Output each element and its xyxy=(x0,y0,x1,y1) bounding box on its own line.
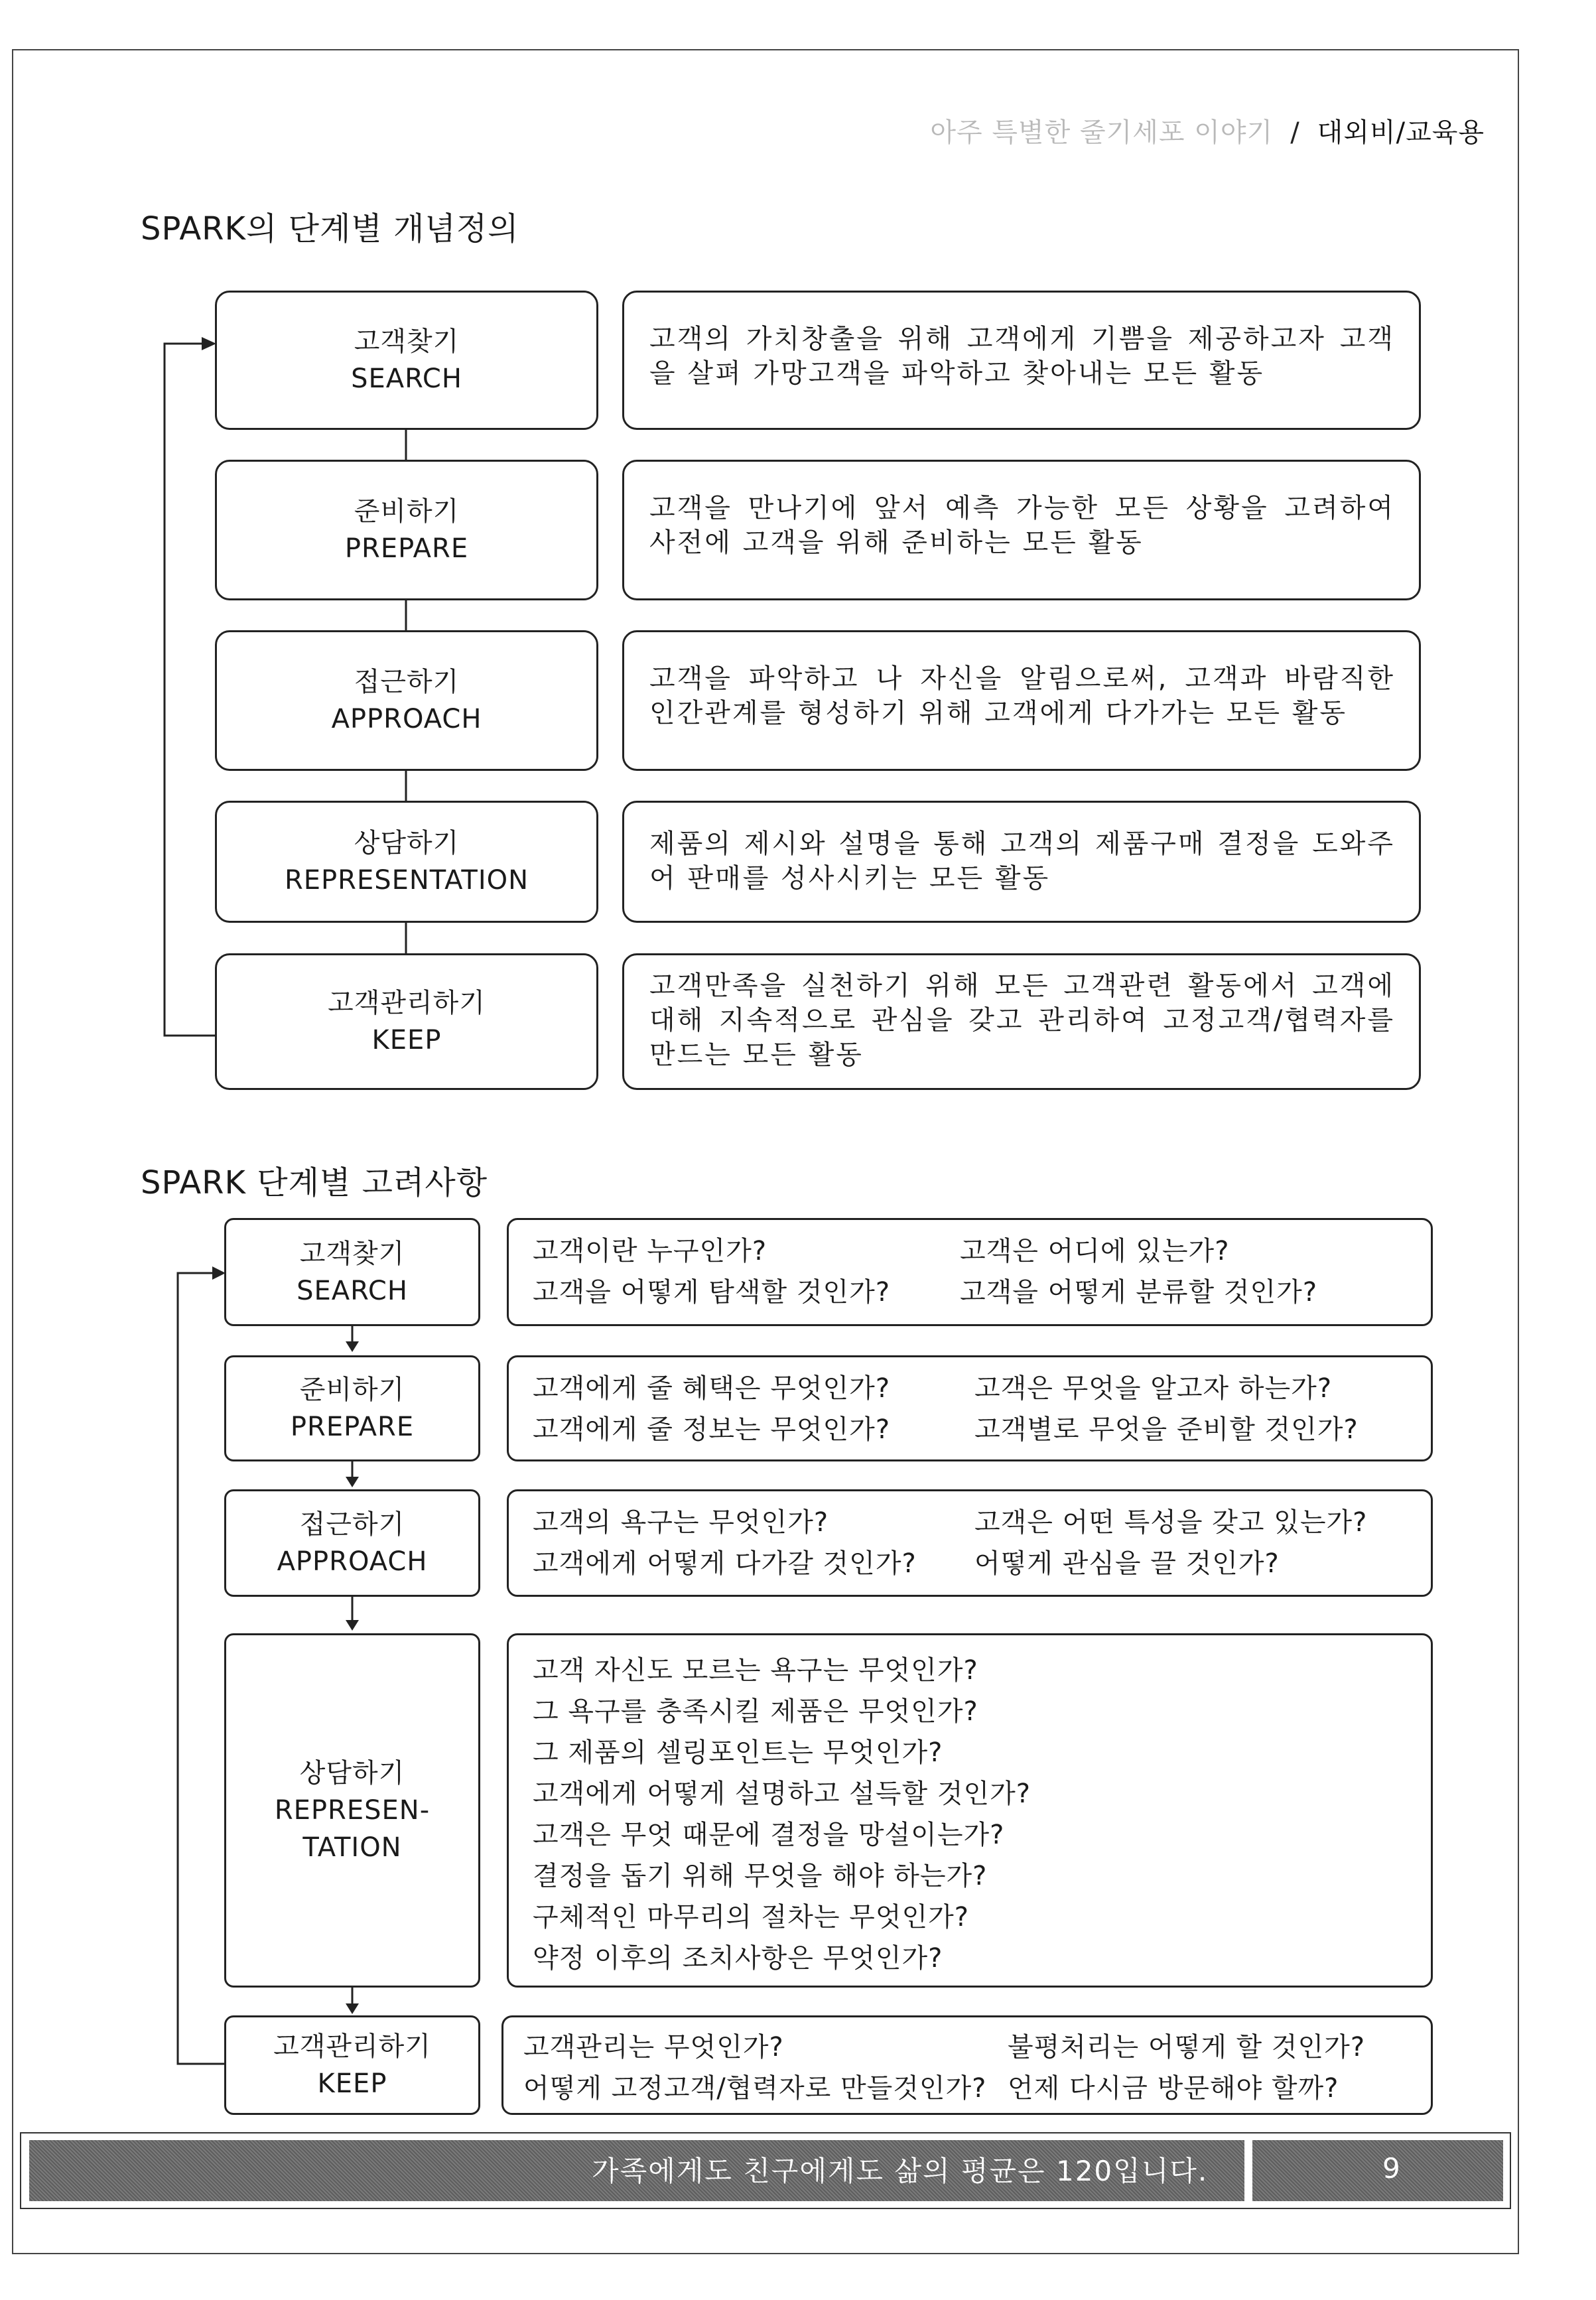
stage-english: KEEP xyxy=(371,1025,442,1055)
question: 언제 다시금 방문해야 할까? xyxy=(1008,2073,1339,2104)
question: 고객의 욕구는 무엇인가? xyxy=(533,1507,829,1538)
question: 고객은 어떤 특성을 갖고 있는가? xyxy=(974,1507,1368,1538)
stage-keep-definition: 고객만족을 실천하기 위해 모든 고객관련 활동에서 고객에 대해 지속적으로 관심을 갖고 관리하여 고정고객/협력자를 만드는 모든 활동 xyxy=(622,953,1421,1090)
question: 고객별로 무엇을 준비할 것인가? xyxy=(974,1414,1359,1445)
question: 고객관리는 무엇인가? xyxy=(523,2032,784,2063)
question: 결정을 돕기 위해 무엇을 해야 하는가? xyxy=(533,1861,988,1891)
question-row xyxy=(533,1409,1408,1450)
question: 그 제품의 셀링포인트는 무엇인가? xyxy=(533,1737,943,1768)
question: 고객 자신도 모르는 욕구는 무엇인가? xyxy=(533,1655,978,1686)
stage-english: SEARCH xyxy=(297,1275,408,1306)
question-row xyxy=(533,1502,1408,1543)
question: 고객은 무엇 때문에 결정을 망설이는가? xyxy=(533,1820,1005,1850)
question: 어떻게 관심을 끌 것인가? xyxy=(974,1548,1280,1579)
consider-representation-box xyxy=(224,1633,480,1988)
stage-english: SEARCH xyxy=(351,364,462,394)
page-footer xyxy=(20,2132,1511,2209)
question: 고객을 어떻게 분류할 것인가? xyxy=(960,1277,1318,1308)
question: 구체적인 마무리의 절차는 무엇인가? xyxy=(533,1902,969,1932)
stage-approach-definition: 고객을 파악하고 나 자신을 알림으로써, 고객과 바람직한 인간관계를 형성하기 위해 고객에게 다가가는 모든 활동 xyxy=(622,630,1421,771)
stage-name: 준비하기 xyxy=(299,1375,405,1405)
question: 고객은 무엇을 알고자 하는가? xyxy=(974,1373,1333,1404)
stage-english: PREPARE xyxy=(344,533,469,564)
question: 고객을 어떻게 탐색할 것인가? xyxy=(533,1277,891,1308)
consider-representation-questions xyxy=(507,1633,1433,1988)
stage-search-definition: 고객의 가치창출을 위해 고객에게 기쁨을 제공하고자 고객을 살펴 가망고객을 파악하고 찾아내는 모든 활동 xyxy=(622,291,1421,430)
footer-page-box xyxy=(1252,2140,1503,2201)
consider-prepare-box xyxy=(224,1355,480,1461)
question: 고객에게 어떻게 설명하고 설득할 것인가? xyxy=(533,1779,1031,1809)
section-title-concepts: SPARK의 단계별 개념정의 xyxy=(141,210,519,247)
stage-representation-definition: 제품의 제시와 설명을 통해 고객의 제품구매 결정을 도와주어 판매를 성사시키는 모든 활동 xyxy=(622,801,1421,923)
question: 고객이란 누구인가? xyxy=(533,1236,767,1266)
stage-name: 고객찾기 xyxy=(299,1238,405,1269)
question: 어떻게 고정고객/협력자로 만들것인가? xyxy=(523,2073,987,2104)
stage-keep-box xyxy=(215,953,598,1090)
classification-label: 대외비/교육용 xyxy=(1317,117,1485,148)
consider-search-box xyxy=(224,1218,480,1326)
consider-keep-box xyxy=(224,2015,480,2115)
stage-english: REPRESENTATION xyxy=(284,865,529,896)
stage-name: 상담하기 xyxy=(299,1758,405,1789)
stage-search-box xyxy=(215,291,598,430)
question: 그 욕구를 충족시킬 제품은 무엇인가? xyxy=(533,1696,978,1727)
question-row xyxy=(533,1543,1408,1584)
question: 고객은 어디에 있는가? xyxy=(960,1236,1230,1266)
stage-english: PREPARE xyxy=(290,1412,415,1442)
question-row xyxy=(523,2027,1408,2068)
question: 고객에게 어떻게 다가갈 것인가? xyxy=(533,1548,917,1579)
question-row xyxy=(533,1368,1408,1409)
stage-name: 접근하기 xyxy=(354,667,460,697)
stage-name: 고객관리하기 xyxy=(328,988,486,1018)
stage-name: 고객관리하기 xyxy=(273,2031,431,2062)
document-title: 아주 특별한 줄기세포 이야기 xyxy=(930,117,1274,148)
stage-name: 고객찾기 xyxy=(354,326,460,357)
stage-english: KEEP xyxy=(317,2068,387,2099)
question: 불평처리는 어떻게 할 것인가? xyxy=(1008,2032,1366,2063)
question: 고객에게 줄 혜택은 무엇인가? xyxy=(533,1373,891,1404)
stage-name: 접근하기 xyxy=(299,1509,405,1540)
page-number: 9 xyxy=(1382,2152,1400,2185)
stage-english: APPROACH xyxy=(277,1546,428,1577)
consider-approach-box xyxy=(224,1489,480,1597)
stage-prepare-definition: 고객을 만나기에 앞서 예측 가능한 모든 상황을 고려하여 사전에 고객을 위해 준비하는 모든 활동 xyxy=(622,460,1421,600)
question: 약정 이후의 조치사항은 무엇인가? xyxy=(533,1943,943,1974)
consider-prepare-questions xyxy=(507,1355,1433,1461)
consider-search-questions xyxy=(507,1218,1433,1326)
footer-slogan-bar xyxy=(29,2140,1244,2201)
footer-slogan: 가족에게도 친구에게도 삶의 평균은 120입니다. xyxy=(592,2155,1209,2187)
section-title-considerations: SPARK 단계별 고려사항 xyxy=(141,1164,488,1201)
stage-english: REPRESEN- xyxy=(274,1795,431,1826)
stage-name: 준비하기 xyxy=(354,496,460,527)
question-row xyxy=(533,1231,1408,1272)
stage-name: 상담하기 xyxy=(354,828,460,858)
consider-keep-questions xyxy=(501,2015,1433,2115)
question: 고객에게 줄 정보는 무엇인가? xyxy=(533,1414,891,1445)
question-row xyxy=(523,2068,1408,2109)
stage-approach-box xyxy=(215,630,598,771)
stage-english: APPROACH xyxy=(331,704,482,734)
header-separator: / xyxy=(1290,117,1300,148)
stage-prepare-box xyxy=(215,460,598,600)
consider-approach-questions xyxy=(507,1489,1433,1597)
stage-representation-box xyxy=(215,801,598,923)
stage-english: TATION xyxy=(302,1832,402,1863)
question-row xyxy=(533,1272,1408,1313)
